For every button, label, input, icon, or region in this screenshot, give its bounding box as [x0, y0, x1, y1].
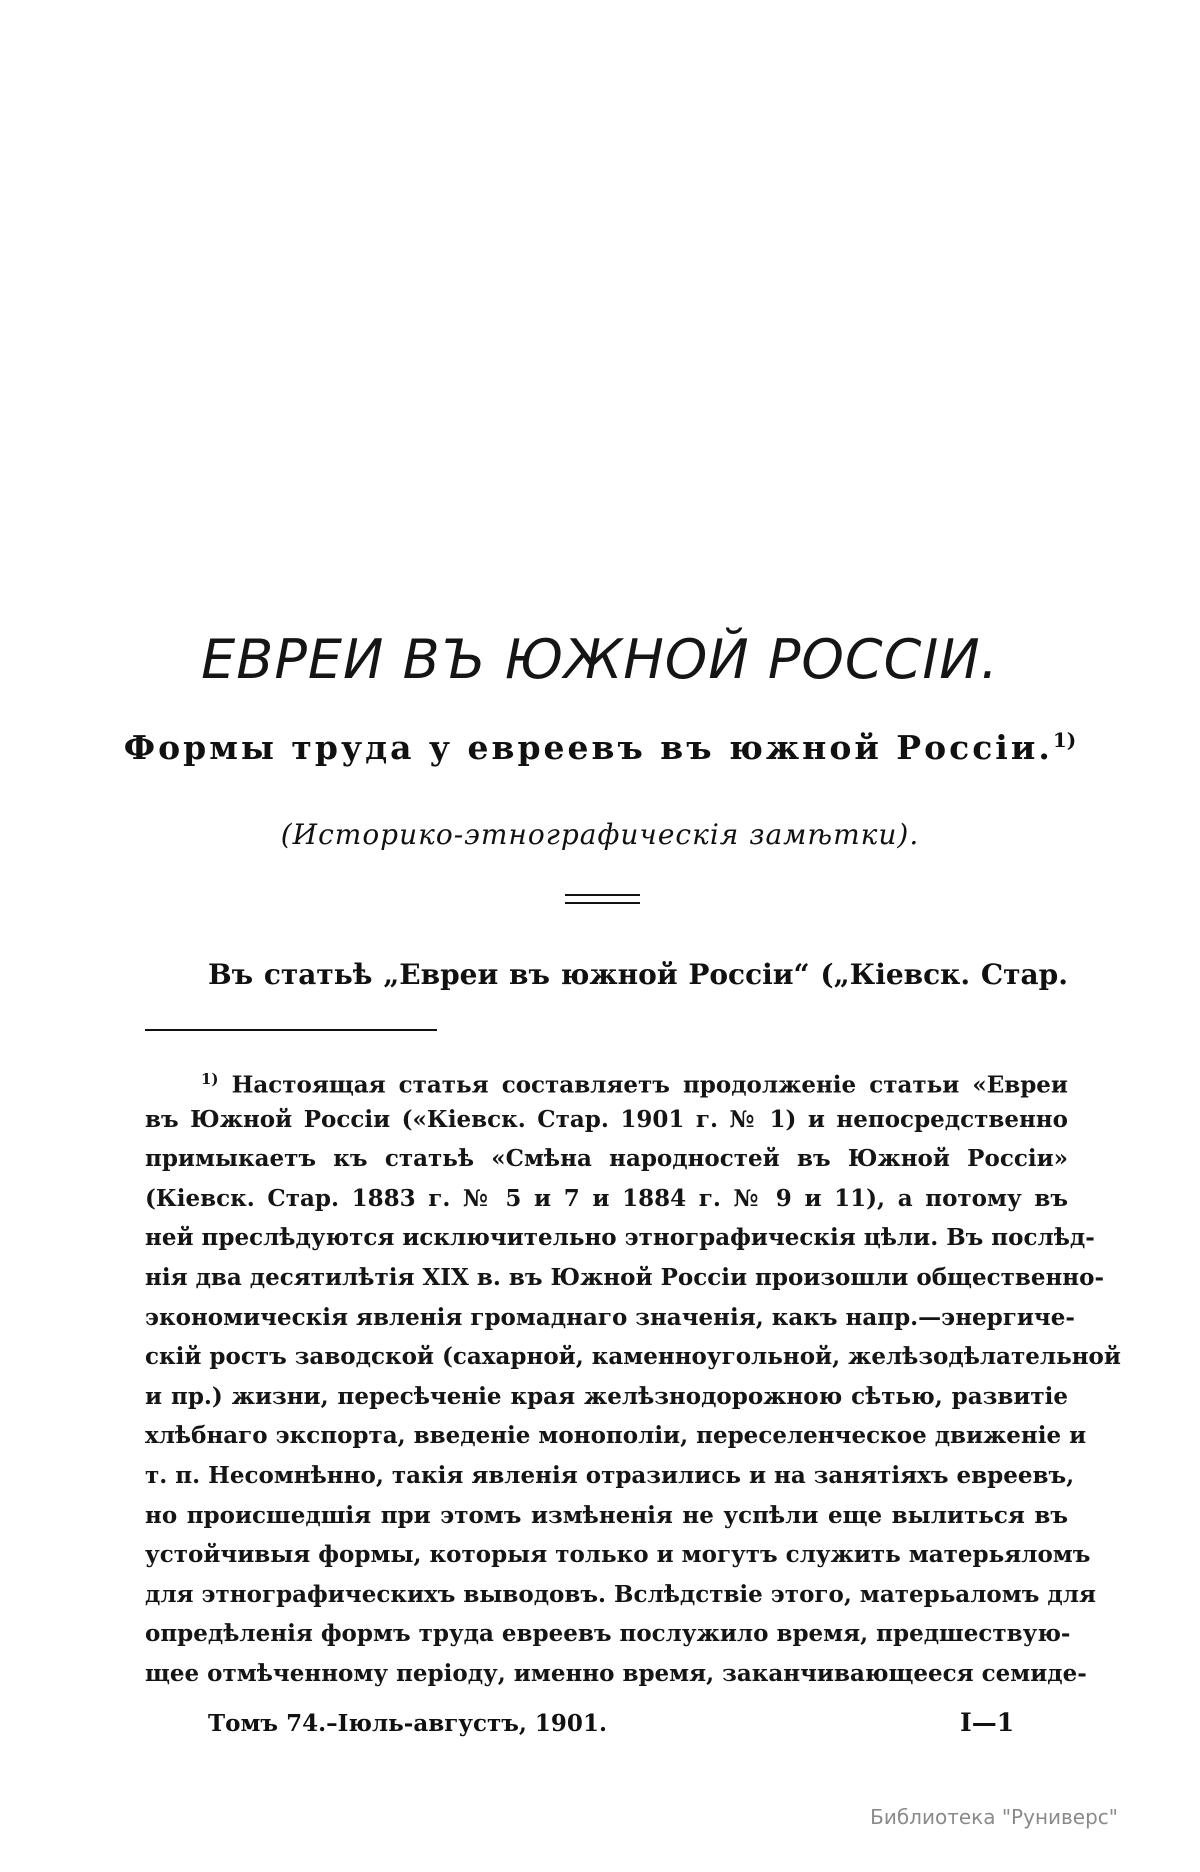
footnote-line: т. п. Несомнѣнно, такія явленія отразились и на занятіяхъ евреевъ,	[145, 1461, 1075, 1489]
footnote-line-text: Настоящая статья составляетъ продолженіе статьи «Евреи	[231, 1071, 1068, 1099]
library-watermark: Библиотека "Руниверс"	[870, 1805, 1118, 1829]
article-title: ЕВРЕИ ВЪ ЮЖНОЙ РОССІИ.	[201, 628, 999, 691]
volume-footer: Томъ 74.–Іюль-августъ, 1901.	[208, 1710, 607, 1737]
opening-line: Въ статьѣ „Евреи въ южной Россіи“ („Кіевск. Стар.	[208, 958, 1068, 991]
footnote-line: скій ростъ заводской (сахарной, каменноугольной, желѣзодѣлательной	[145, 1343, 1121, 1371]
footnote-line: но происшедшія при этомъ измѣненія не успѣли еще вылиться въ	[145, 1501, 1068, 1529]
footnote-divider	[145, 1029, 437, 1031]
title-divider	[565, 894, 640, 904]
footnote-line: для этнографическихъ выводовъ. Вслѣдствіе этого, матерьаломъ для	[145, 1580, 1096, 1608]
footnote	[145, 1060, 1121, 1694]
footnote-line: экономическія явленія громаднаго значенія, какъ напр.—энергиче-	[145, 1303, 1075, 1331]
footnote-line: ней преслѣдуются исключительно этнографическія цѣли. Въ послѣд-	[145, 1224, 1095, 1252]
footnote-line: хлѣбнаго экспорта, введеніе монополіи, переселенческое движеніе и	[145, 1422, 1087, 1450]
article-subtitle-note: (Историко-этнографическія замѣтки).	[280, 818, 920, 851]
subtitle-footnote-mark: 1)	[1052, 728, 1077, 752]
footnote-mark: 1)	[201, 1070, 219, 1088]
footnote-line: въ Южной Россіи («Кіевск. Стар. 1901 г. № 1) и непосредственно	[145, 1105, 1068, 1133]
footnote-line: нія два десятилѣтія XIX в. въ Южной Россіи произошли общественно-	[145, 1263, 1105, 1291]
footnote-line: опредѣленія формъ труда евреевъ послужило время, предшествую-	[145, 1620, 1071, 1648]
footnote-line: (Кіевск. Стар. 1883 г. № 5 и 7 и 1884 г. № 9 и 11), а потому въ	[145, 1184, 1068, 1212]
footnote-line: щее отмѣченному періоду, именно время, заканчивающееся семиде-	[145, 1659, 1087, 1687]
footnote-line: примыкаетъ къ статьѣ «Смѣна народностей въ Южной Россіи»	[145, 1145, 1068, 1173]
footnote-line: устойчивыя формы, которыя только и могутъ служить матерьяломъ	[145, 1541, 1091, 1569]
footnote-line: и пр.) жизни, пересѣченіе края желѣзнодорожною сѣтью, развитіе	[145, 1382, 1068, 1410]
subtitle-text: Формы труда у евреевъ въ южной Россіи.	[123, 728, 1053, 767]
article-subtitle	[0, 728, 1200, 767]
signature-mark: I—1	[960, 1708, 1015, 1737]
footnote-line	[145, 1060, 1068, 1100]
